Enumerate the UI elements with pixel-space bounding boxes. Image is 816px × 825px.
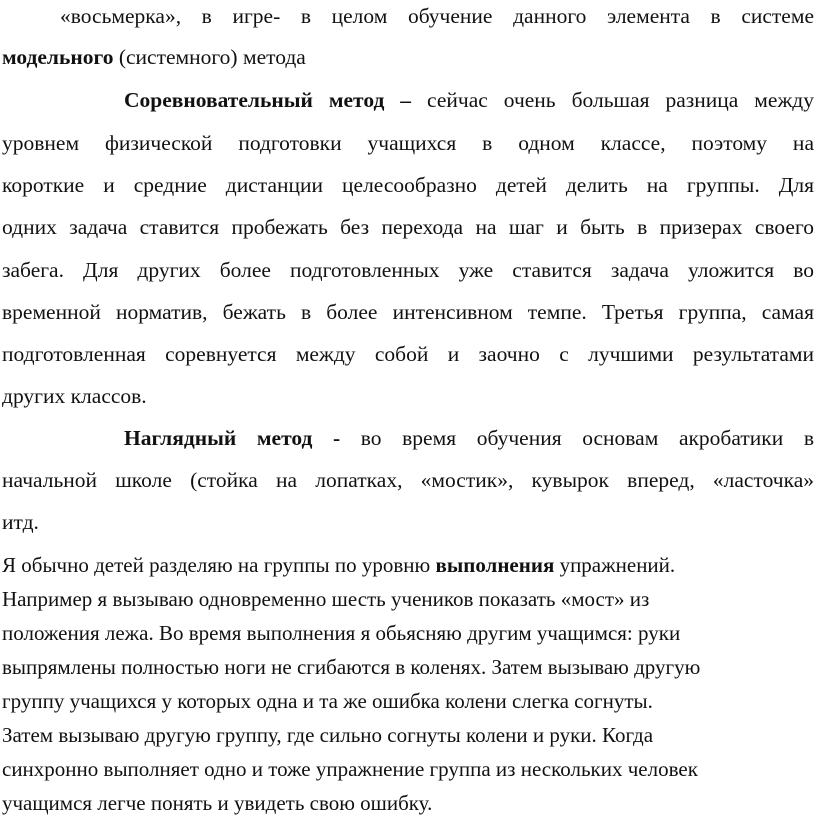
bold-term-visual-method: Наглядный метод - [124,426,341,450]
paragraph-4-line-2: Например я вызываю одновременно шесть учеников показать «мост» из [2,587,650,611]
bold-term-competitive-method: Соревновательный метод – [124,88,412,112]
paragraph-4-line-1 [2,553,814,578]
bold-term-execution: выполнения [435,553,555,577]
paragraph-4-line-5: группу учащихся у которых одна и та же ошибка колени слегка согнуты. [2,689,653,713]
paragraph-4-line-1-text-a: Я обычно детей разделяю на группы по уровню [2,553,436,577]
paragraph-3-line-3: итд. [2,510,39,534]
paragraph-2-line-8: других классов. [2,384,147,408]
paragraph-1-line-2-text: (системного) метода [113,45,306,69]
paragraph-1-line-2 [2,45,814,70]
paragraph-2-line-1-text: сейчас очень большая разница между [411,88,814,112]
paragraph-4-line-3: положения лежа. Во время выполнения я обьясняю другим учащимся: руки [2,621,681,645]
paragraph-3-line-2: начальной школе (стойка на лопатках, «мостик», кувырок вперед, «ласточка» [2,468,814,492]
paragraph-2-line-6: временной норматив, бежать в более интенсивном темпе. Третья группа, самая [2,300,814,324]
paragraph-2-line-4: одних задача ставится пробежать без перехода на шаг и быть в призерах своего [2,215,814,239]
bold-term-model: модельного [2,45,114,69]
paragraph-2-line-2: уровнем физической подготовки учащихся в одном классе, поэтому на [2,131,814,155]
paragraph-2-line-1 [124,88,814,113]
paragraph-2-line-7: подготовленная соревнуется между собой и заочно с лучшими результатами [2,342,814,366]
paragraph-2-line-5: забега. Для других более подготовленных уже ставится задача уложится во [2,258,814,282]
paragraph-4-line-8: учащимся легче понять и увидеть свою ошибку. [2,791,433,815]
paragraph-1-line-1: «восьмерка», в игре- в целом обучение данного элемента в системе [60,4,814,28]
paragraph-3-line-1 [124,426,814,451]
paragraph-2-line-3: короткие и средние дистанции целесообразно детей делить на группы. Для [2,173,814,197]
paragraph-4-line-7: синхронно выполняет одно и тоже упражнение группа из нескольких человек [2,757,698,781]
paragraph-3-line-1-text: во время обучения основам акробатики в [340,426,814,450]
paragraph-4-line-6: Затем вызываю другую группу, где сильно согнуты колени и руки. Когда [2,723,654,747]
paragraph-4-line-4: выпрямлены полностью ноги не сгибаются в коленях. Затем вызываю другую [2,655,701,679]
paragraph-4-line-1-text-b: упражнений. [554,553,676,577]
